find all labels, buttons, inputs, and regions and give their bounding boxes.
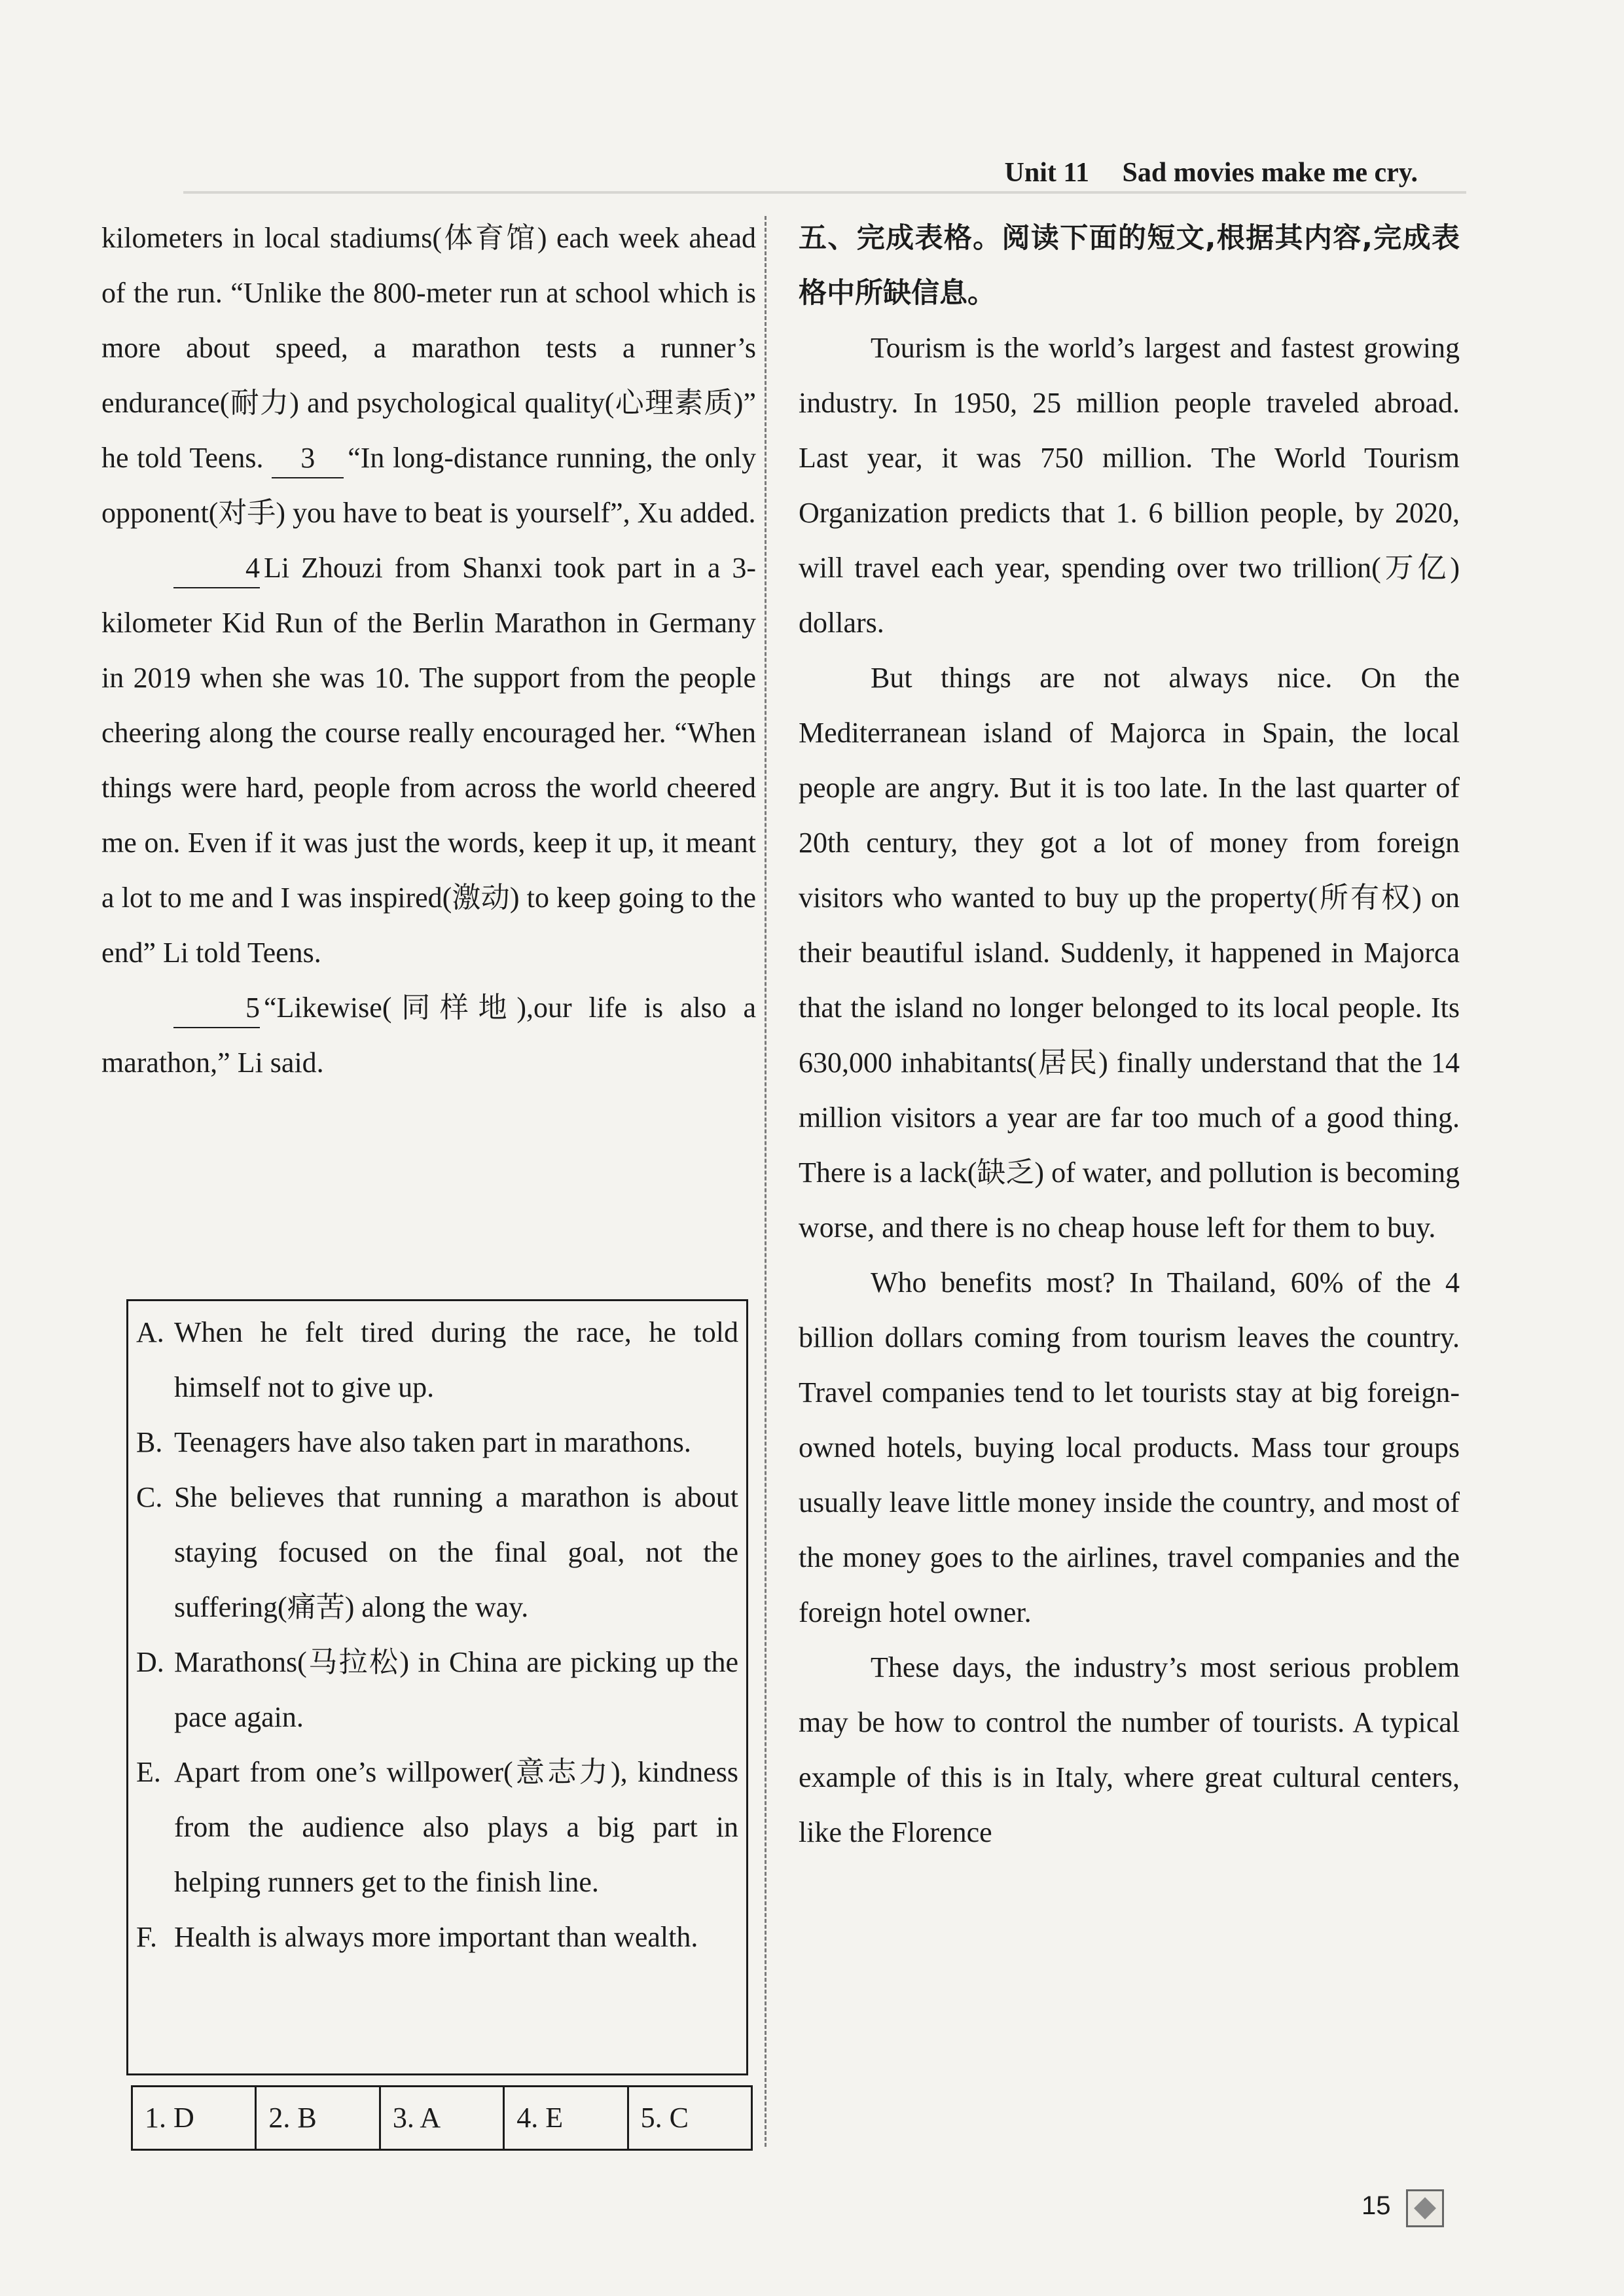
option-d: D. Marathons(马拉松) in China are picking up the pace again. <box>136 1646 738 1733</box>
section-title: 五、完成表格。阅读下面的短文,根据其内容,完成表格中所缺信息。 <box>799 222 1460 310</box>
page-number: 15 <box>1362 2191 1391 2220</box>
paragraph: 5 “Likewise(同样地),our life is also a marathon,” Li said. <box>101 980 756 1090</box>
option-f: F. Health is always more important than wealth. <box>136 1921 698 1953</box>
diamond-icon <box>1406 2189 1444 2227</box>
answer-cell: 5. C <box>640 2102 689 2134</box>
running-header <box>1005 157 1418 188</box>
left-column <box>101 211 756 1090</box>
option-a: A. When he felt tired during the race, he told himself not to give up. <box>136 1316 738 1403</box>
answer-cell: 2. B <box>257 2087 380 2149</box>
paragraph: 4 Li Zhouzi from Shanxi took part in a 3-kilometer Kid Run of the Berlin Marathon in Germany in 2019 when she was 10. The support from the people cheering along the course really encouraged her. “When things were hard, people from across the world cheered me on. Even if it was just the words, keep it up, it meant a lot to me and I was inspired(激动) to keep going to the end” Li told Teens. <box>101 541 756 980</box>
paragraph: These days, the industry’s most serious problem may be how to control the number of tourists. A typical example of this is in Italy, where great cultural centers, like the Florence <box>799 1651 1460 1848</box>
unit-title: Sad movies make me cry. <box>1122 158 1418 188</box>
paragraph: But things are not always nice. On the Mediterranean island of Majorca in Spain, the local people are angry. But it is too late. In the last quarter of 20th century, they got a lot of money from foreign visitors who wanted to buy up the property(所有权) on their beautiful island. Suddenly, it happened in Majorca that the island no longer belonged to its local people. Its 630,000 inhabitants(居民) finally understand that the 14 million visitors a year are far too much of a good thing. There is a lack(缺乏) of water, and pollution is becoming worse, and there is no cheap house left for them to buy. <box>799 662 1460 1244</box>
option-c: C. She believes that running a marathon is about staying focused on the final goal, not the suffering(痛苦) along the way. <box>136 1481 738 1623</box>
column-divider <box>765 216 767 2147</box>
answer-blank-3: 3 <box>272 439 344 478</box>
right-column <box>799 211 1460 1860</box>
paragraph: Tourism is the world’s largest and fastest growing industry. In 1950, 25 million people traveled abroad. Last year, it was 750 million. The World Tourism Organization predicts that 1. 6 billion people, by 2020, will travel each year, spending over two trillion(万亿) dollars. <box>799 332 1460 639</box>
paragraph: kilometers in local stadiums(体育馆) each week ahead of the run. “Unlike the 800-meter run at school which is more about speed, a marathon tests a runner’s endurance(耐力) and psychological quality(心理素质)” he told Teens. 3 “In long-distance running, the only opponent(对手) you have to beat is yourself”, Xu added. <box>101 222 757 529</box>
answer-cell: 4. E <box>505 2087 628 2149</box>
paragraph: Who benefits most? In Thailand, 60% of the 4 billion dollars coming from tourism leaves the country. Travel companies tend to let tourists stay at big foreign-owned hotels, buying local products. Mass tour groups usually leave little money inside the country, and most of the money goes to the airlines, travel companies and the foreign hotel owner. <box>799 1266 1460 1628</box>
answer-blank-4: 4 <box>173 549 260 588</box>
unit-label: Unit 11 <box>1004 158 1090 188</box>
answer-cell: 3. A <box>381 2087 505 2149</box>
answer-cell: 1. D <box>133 2087 257 2149</box>
header-rule <box>183 191 1466 194</box>
answer-table <box>131 2085 753 2151</box>
options-box <box>126 1299 748 2075</box>
option-e: E. Apart from one’s willpower(意志力), kindness from the audience also plays a big part in helping runners get to the finish line. <box>136 1756 738 1898</box>
option-b: B. Teenagers have also taken part in marathons. <box>136 1426 691 1458</box>
answer-blank-5: 5 <box>173 989 260 1028</box>
